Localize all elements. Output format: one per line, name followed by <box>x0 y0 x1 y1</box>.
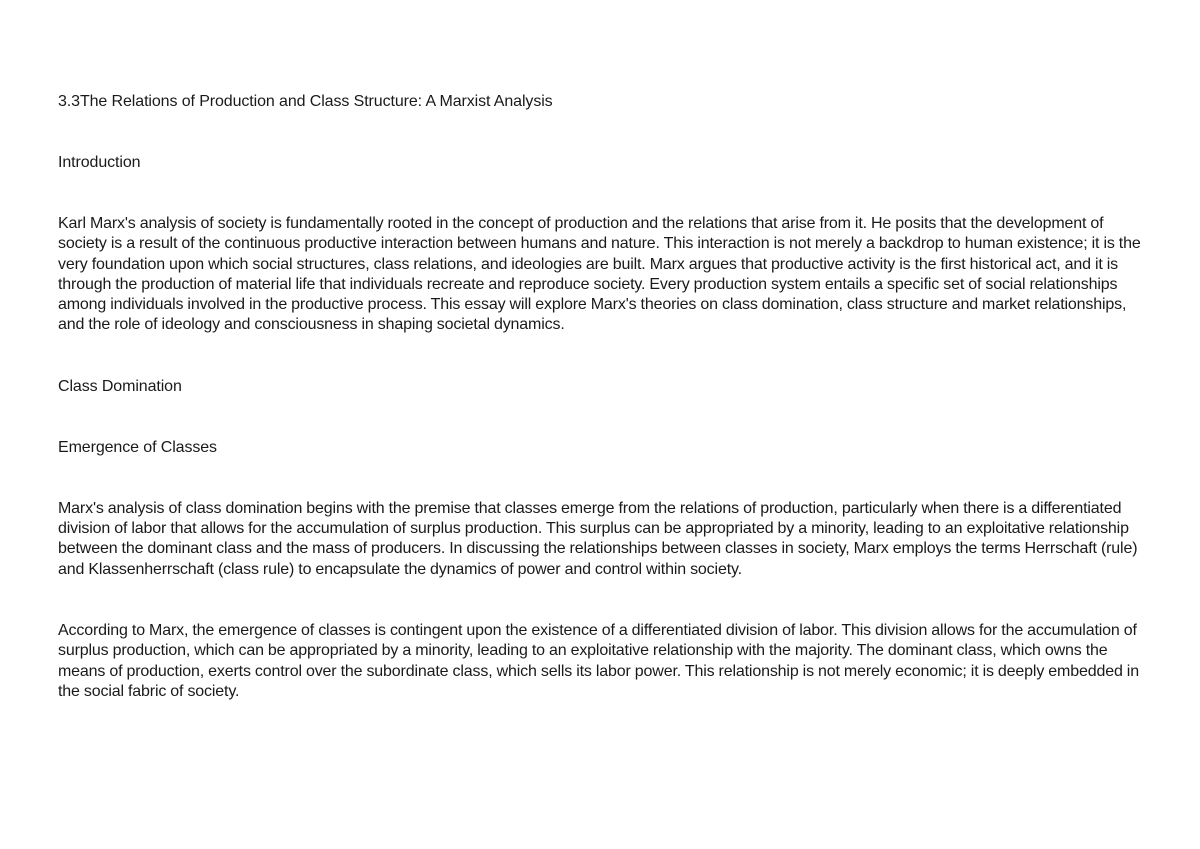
spacer <box>58 458 1148 499</box>
spacer <box>58 580 1148 621</box>
emergence-paragraph-2: According to Marx, the emergence of classes is contingent upon the existence of a differentiated division of labor. This division allows for the accumulation of surplus production, which can be appropriated by a minority, leading to an exploitative relationship with the majority. The dominant class, which owns the means of production, exerts control over the subordinate class, which sells its labor power. This relationship is not merely economic; it is deeply embedded in the social fabric of society. <box>58 621 1139 700</box>
document-title: 3.3The Relations of Production and Class Structure: A Marxist Analysis <box>58 93 553 110</box>
emergence-paragraph-1: Marx's analysis of class domination begins with the premise that classes emerge from the relations of production, particularly when there is a differentiated division of labor that allows for the accumulation of surplus production. This surplus can be appropriated by a minority, leading to an exploitative relationship between the dominant class and the mass of producers. In discussing the relationships between classes in society, Marx employs the terms Herrschaft (rule) and Klassenherrschaft (class rule) to encapsulate the dynamics of power and control within society. <box>58 499 1138 578</box>
spacer <box>58 112 1148 153</box>
introduction-paragraph: Karl Marx's analysis of society is fundamentally rooted in the concept of production and the relations that arise from it. He posits that the development of society is a result of the continuous productive interaction between humans and nature. This interaction is not merely a backdrop to human existence; it is the very foundation upon which social structures, class relations, and ideologies are built. Marx argues that productive activity is the first historical act, and it is through the production of material life that individuals recreate and reproduce society. Every production system entails a specific set of social relationships among individuals involved in the productive process. This essay will explore Marx's theories on class domination, class structure and market relationships, and the role of ideology and consciousness in shaping societal dynamics. <box>58 215 1141 334</box>
emergence-of-classes-heading: Emergence of Classes <box>58 438 217 456</box>
spacer <box>58 397 1148 438</box>
document-body <box>58 92 1148 702</box>
spacer <box>58 173 1148 214</box>
spacer <box>58 336 1148 377</box>
introduction-heading: Introduction <box>58 154 141 171</box>
class-domination-heading: Class Domination <box>58 377 182 395</box>
